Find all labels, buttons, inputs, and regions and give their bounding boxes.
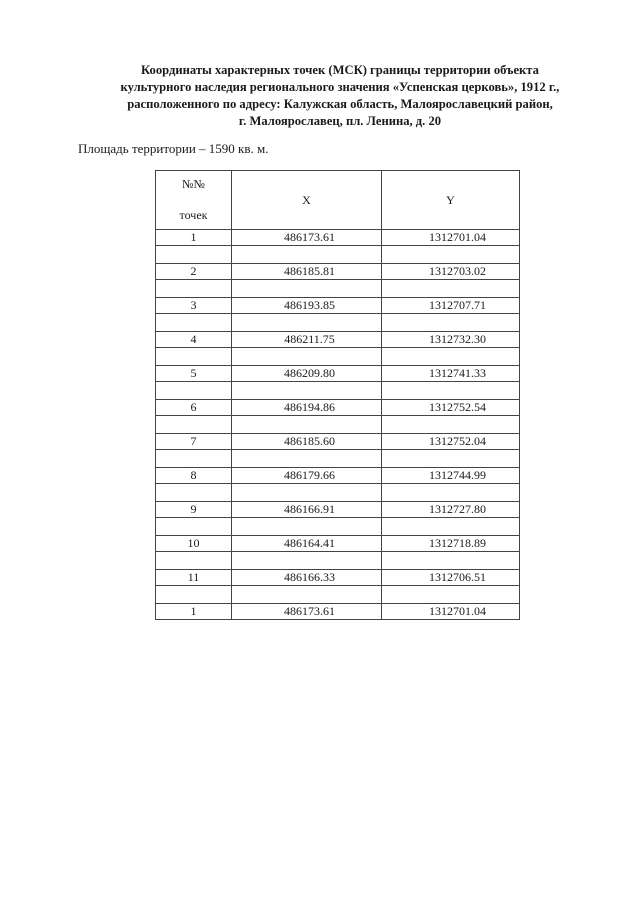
point-number-cell: 11: [156, 570, 232, 586]
table-row: [156, 468, 520, 484]
empty-cell: [232, 552, 382, 570]
x-coordinate-cell: 486185.60: [232, 434, 382, 450]
empty-cell: [156, 348, 232, 366]
empty-cell: [382, 280, 520, 298]
header-point-number: [156, 171, 232, 230]
x-coordinate-cell: 486179.66: [232, 468, 382, 484]
title-line-3: расположенного по адресу: Калужская область, Малоярославецкий район,: [127, 97, 553, 111]
y-coordinate-cell: 1312752.04: [382, 434, 520, 450]
x-coordinate-cell: 486193.85: [232, 298, 382, 314]
table-row: [156, 502, 520, 518]
coordinates-table: [155, 170, 520, 620]
y-coordinate-cell: 1312752.54: [382, 400, 520, 416]
point-number-cell: 9: [156, 502, 232, 518]
empty-cell: [382, 518, 520, 536]
x-coordinate-cell: 486166.33: [232, 570, 382, 586]
empty-cell: [156, 586, 232, 604]
empty-cell: [156, 518, 232, 536]
header-x: X: [232, 171, 382, 230]
point-number-cell: 10: [156, 536, 232, 552]
document-title: [70, 62, 610, 130]
title-line-1: Координаты характерных точек (МСК) границы территории объекта: [141, 63, 539, 77]
empty-cell: [232, 484, 382, 502]
table-row: [156, 400, 520, 416]
point-number-cell: 8: [156, 468, 232, 484]
table-spacer-row: [156, 586, 520, 604]
table-spacer-row: [156, 518, 520, 536]
x-coordinate-cell: 486164.41: [232, 536, 382, 552]
x-coordinate-cell: 486194.86: [232, 400, 382, 416]
title-line-4: г. Малоярославец, пл. Ленина, д. 20: [238, 114, 442, 128]
table-spacer-row: [156, 314, 520, 332]
empty-cell: [232, 246, 382, 264]
table-row: [156, 298, 520, 314]
empty-cell: [232, 314, 382, 332]
empty-cell: [156, 246, 232, 264]
point-number-cell: 1: [156, 230, 232, 246]
table-row: [156, 264, 520, 280]
y-coordinate-cell: 1312732.30: [382, 332, 520, 348]
empty-cell: [232, 348, 382, 366]
empty-cell: [232, 280, 382, 298]
table-row: [156, 230, 520, 246]
point-number-cell: 6: [156, 400, 232, 416]
y-coordinate-cell: 1312701.04: [382, 230, 520, 246]
table-spacer-row: [156, 416, 520, 434]
header-points-label: точек: [179, 208, 208, 222]
empty-cell: [156, 280, 232, 298]
table-spacer-row: [156, 280, 520, 298]
y-coordinate-cell: 1312707.71: [382, 298, 520, 314]
x-coordinate-cell: 486173.61: [232, 604, 382, 620]
empty-cell: [382, 586, 520, 604]
x-coordinate-cell: 486211.75: [232, 332, 382, 348]
territory-area: Площадь территории – 1590 кв. м.: [78, 141, 269, 156]
empty-cell: [156, 314, 232, 332]
table-header-row: [156, 171, 520, 230]
table-spacer-row: [156, 552, 520, 570]
point-number-cell: 5: [156, 366, 232, 382]
empty-cell: [156, 484, 232, 502]
y-coordinate-cell: 1312703.02: [382, 264, 520, 280]
title-line-2: культурного наследия регионального значения «Успенская церковь», 1912 г.,: [120, 80, 560, 94]
empty-cell: [382, 552, 520, 570]
empty-cell: [156, 450, 232, 468]
empty-cell: [232, 450, 382, 468]
y-coordinate-cell: 1312718.89: [382, 536, 520, 552]
point-number-cell: 4: [156, 332, 232, 348]
point-number-cell: 3: [156, 298, 232, 314]
point-number-cell: 1: [156, 604, 232, 620]
header-number-sign: №№: [182, 177, 205, 191]
point-number-cell: 7: [156, 434, 232, 450]
empty-cell: [232, 382, 382, 400]
table-spacer-row: [156, 484, 520, 502]
empty-cell: [232, 586, 382, 604]
y-coordinate-cell: 1312727.80: [382, 502, 520, 518]
empty-cell: [382, 416, 520, 434]
table-row: [156, 536, 520, 552]
empty-cell: [382, 348, 520, 366]
y-coordinate-cell: 1312741.33: [382, 366, 520, 382]
x-coordinate-cell: 486166.91: [232, 502, 382, 518]
header-y: Y: [382, 171, 520, 230]
table-row: [156, 604, 520, 620]
table-row: [156, 434, 520, 450]
table-spacer-row: [156, 246, 520, 264]
empty-cell: [156, 382, 232, 400]
empty-cell: [382, 484, 520, 502]
y-coordinate-cell: 1312744.99: [382, 468, 520, 484]
empty-cell: [156, 552, 232, 570]
empty-cell: [382, 450, 520, 468]
x-coordinate-cell: 486209.80: [232, 366, 382, 382]
table-body: [156, 230, 520, 620]
y-coordinate-cell: 1312701.04: [382, 604, 520, 620]
empty-cell: [382, 314, 520, 332]
table-spacer-row: [156, 450, 520, 468]
table-row: [156, 570, 520, 586]
y-coordinate-cell: 1312706.51: [382, 570, 520, 586]
point-number-cell: 2: [156, 264, 232, 280]
table-spacer-row: [156, 348, 520, 366]
empty-cell: [232, 518, 382, 536]
table-row: [156, 332, 520, 348]
table-spacer-row: [156, 382, 520, 400]
x-coordinate-cell: 486185.81: [232, 264, 382, 280]
empty-cell: [156, 416, 232, 434]
x-coordinate-cell: 486173.61: [232, 230, 382, 246]
empty-cell: [382, 246, 520, 264]
table-row: [156, 366, 520, 382]
empty-cell: [382, 382, 520, 400]
empty-cell: [232, 416, 382, 434]
